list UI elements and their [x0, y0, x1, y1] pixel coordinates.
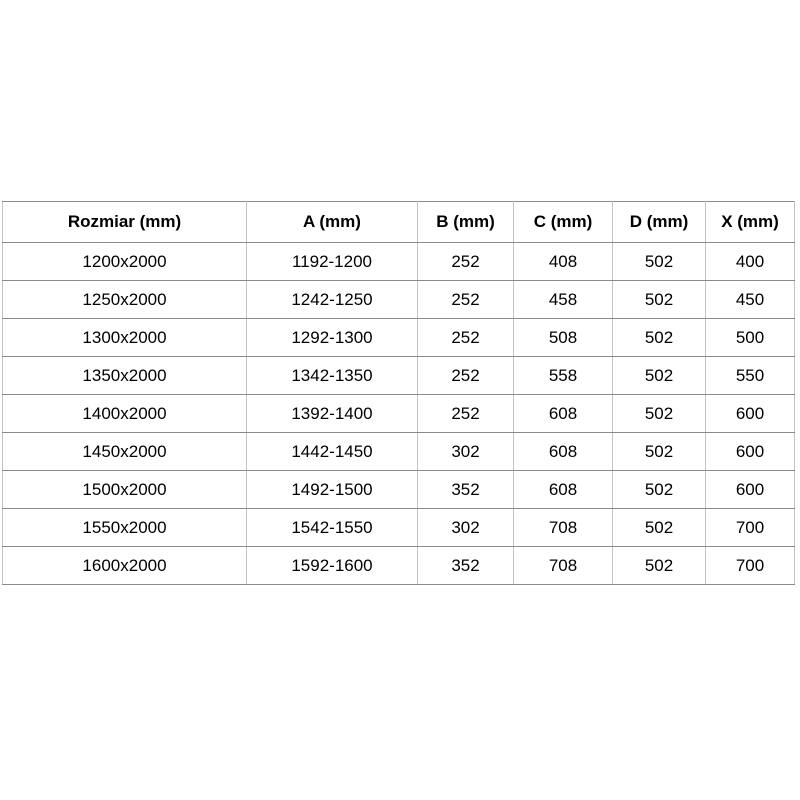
table-cell: 700 — [706, 509, 795, 547]
table-cell: 1242-1250 — [247, 281, 418, 319]
table-cell: 352 — [418, 547, 514, 585]
header-cell: Rozmiar (mm) — [3, 202, 247, 243]
table-cell: 1600x2000 — [3, 547, 247, 585]
table-cell: 608 — [514, 395, 613, 433]
table-cell: 252 — [418, 281, 514, 319]
table-cell: 252 — [418, 357, 514, 395]
table-cell: 252 — [418, 243, 514, 281]
table-row — [3, 547, 795, 585]
header-cell: D (mm) — [613, 202, 706, 243]
table-cell: 708 — [514, 547, 613, 585]
table-cell: 700 — [706, 547, 795, 585]
spec-table-head — [3, 202, 795, 243]
table-cell: 1542-1550 — [247, 509, 418, 547]
table-cell: 502 — [613, 471, 706, 509]
table-cell: 1550x2000 — [3, 509, 247, 547]
table-row — [3, 471, 795, 509]
table-cell: 1292-1300 — [247, 319, 418, 357]
table-cell: 502 — [613, 243, 706, 281]
table-cell: 608 — [514, 471, 613, 509]
table-cell: 450 — [706, 281, 795, 319]
header-cell: A (mm) — [247, 202, 418, 243]
table-cell: 252 — [418, 395, 514, 433]
header-cell: X (mm) — [706, 202, 795, 243]
table-cell: 302 — [418, 509, 514, 547]
table-cell: 1300x2000 — [3, 319, 247, 357]
table-cell: 408 — [514, 243, 613, 281]
table-row — [3, 357, 795, 395]
table-row — [3, 319, 795, 357]
table-cell: 500 — [706, 319, 795, 357]
table-cell: 1442-1450 — [247, 433, 418, 471]
table-cell: 1492-1500 — [247, 471, 418, 509]
table-cell: 600 — [706, 395, 795, 433]
spec-table — [2, 201, 795, 585]
table-row — [3, 433, 795, 471]
table-row — [3, 243, 795, 281]
table-cell: 1192-1200 — [247, 243, 418, 281]
table-cell: 502 — [613, 395, 706, 433]
table-cell: 400 — [706, 243, 795, 281]
table-cell: 708 — [514, 509, 613, 547]
table-row — [3, 281, 795, 319]
table-cell: 502 — [613, 357, 706, 395]
table-cell: 1400x2000 — [3, 395, 247, 433]
table-cell: 502 — [613, 509, 706, 547]
table-cell: 1392-1400 — [247, 395, 418, 433]
table-cell: 458 — [514, 281, 613, 319]
table-cell: 252 — [418, 319, 514, 357]
table-cell: 1250x2000 — [3, 281, 247, 319]
table-cell: 502 — [613, 433, 706, 471]
table-cell: 508 — [514, 319, 613, 357]
table-cell: 1500x2000 — [3, 471, 247, 509]
spec-table-body — [3, 243, 795, 585]
table-cell: 600 — [706, 433, 795, 471]
header-row — [3, 202, 795, 243]
table-cell: 302 — [418, 433, 514, 471]
table-cell: 550 — [706, 357, 795, 395]
table-cell: 1450x2000 — [3, 433, 247, 471]
table-cell: 600 — [706, 471, 795, 509]
header-cell: B (mm) — [418, 202, 514, 243]
table-cell: 502 — [613, 547, 706, 585]
table-row — [3, 509, 795, 547]
table-row — [3, 395, 795, 433]
table-cell: 558 — [514, 357, 613, 395]
table-cell: 1350x2000 — [3, 357, 247, 395]
table-cell: 1200x2000 — [3, 243, 247, 281]
table-cell: 608 — [514, 433, 613, 471]
table-cell: 1342-1350 — [247, 357, 418, 395]
table-cell: 1592-1600 — [247, 547, 418, 585]
table-cell: 502 — [613, 319, 706, 357]
header-cell: C (mm) — [514, 202, 613, 243]
table-cell: 502 — [613, 281, 706, 319]
table-cell: 352 — [418, 471, 514, 509]
